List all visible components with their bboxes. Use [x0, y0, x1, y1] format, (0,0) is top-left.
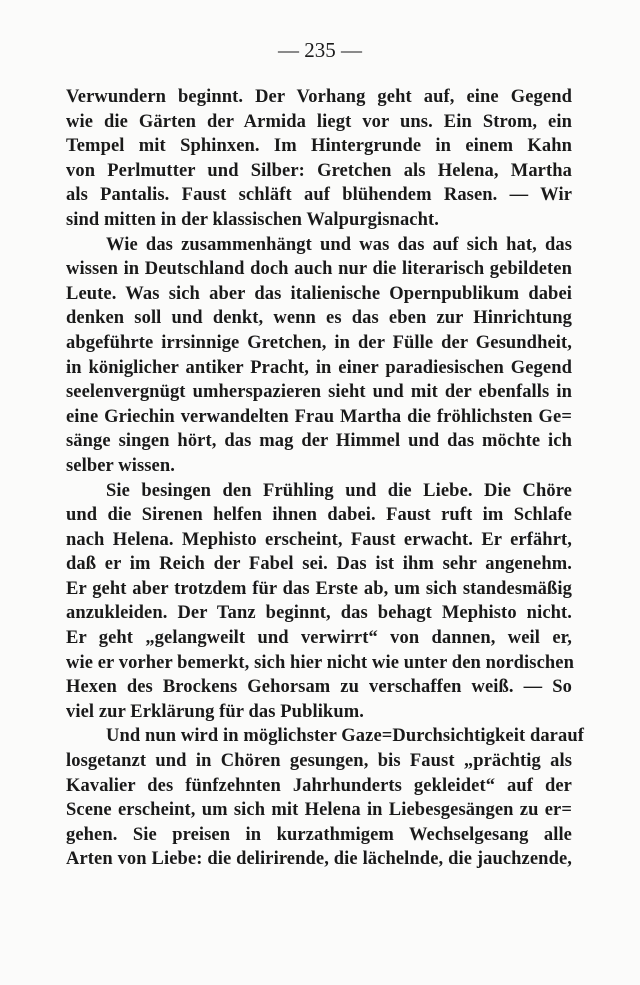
- text-line: daß er im Reich der Fabel sei. Das ist ihm sehr angenehm.: [66, 554, 572, 575]
- text-line: denken soll und denkt, wenn es das eben zur Hinrichtung: [66, 308, 572, 329]
- text-line: Er geht „gelangweilt und verwirrt“ von dannen, weil er,: [66, 628, 572, 649]
- text-line: von Perlmutter und Silber: Gretchen als Helena, Martha: [66, 160, 572, 181]
- body-text: [66, 85, 584, 872]
- text-line: viel zur Erklärung für das Publikum.: [66, 701, 364, 722]
- text-line: wie er vorher bemerkt, sich hier nicht wie unter den nordischen: [66, 652, 574, 673]
- text-line: losgetanzt und in Chören gesungen, bis Faust „prächtig als: [66, 751, 572, 772]
- text-line: selber wissen.: [66, 455, 175, 476]
- text-line: wissen in Deutschland doch auch nur die literarisch gebildeten: [66, 259, 572, 280]
- text-line: Scene erscheint, um sich mit Helena in Liebesgesängen zu er=: [66, 800, 572, 821]
- text-line: in königlicher antiker Pracht, in einer paradiesischen Gegend: [66, 357, 572, 378]
- text-line: und die Sirenen helfen ihnen dabei. Faust ruft im Schlafe: [66, 505, 572, 526]
- text-line: gehen. Sie preisen in kurzathmigem Wechselgesang alle: [66, 824, 572, 845]
- text-line: Sie besingen den Frühling und die Liebe. Die Chöre: [106, 480, 572, 501]
- text-line: anzukleiden. Der Tanz beginnt, das behagt Mephisto nicht.: [66, 603, 572, 624]
- text-line: sind mitten in der klassischen Walpurgisnacht.: [66, 209, 439, 230]
- text-line: abgeführte irrsinnige Gretchen, in der Fülle der Gesundheit,: [66, 332, 572, 353]
- text-line: sänge singen hört, das mag der Himmel und das möchte ich: [66, 431, 572, 452]
- text-line: Hexen des Brockens Gehorsam zu verschaffen weiß. — So: [66, 677, 572, 698]
- text-line: nach Helena. Mephisto erscheint, Faust erwacht. Er erfährt,: [66, 529, 572, 550]
- text-line: Und nun wird in möglichster Gaze=Durchsichtigkeit darauf: [106, 726, 584, 747]
- text-line: Arten von Liebe: die delirirende, die lächelnde, die jauchzende,: [66, 849, 572, 870]
- text-line: Leute. Was sich aber das italienische Opernpublikum dabei: [66, 283, 572, 304]
- text-line: Verwundern beginnt. Der Vorhang geht auf, eine Gegend: [66, 87, 572, 107]
- text-line: wie die Gärten der Armida liegt vor uns. Ein Strom, ein: [66, 111, 572, 132]
- page-number: — 235 —: [278, 38, 362, 62]
- text-line: eine Griechin verwandelten Frau Martha die fröhlichsten Ge=: [66, 406, 572, 427]
- text-line: Tempel mit Sphinxen. Im Hintergrunde in einem Kahn: [66, 136, 572, 157]
- text-line: Kavalier des fünfzehnten Jahrhunderts gekleidet“ auf der: [66, 775, 572, 796]
- text-line: seelenvergnügt umherspazieren sieht und mit der ebenfalls in: [66, 382, 572, 403]
- text-line: Wie das zusammenhängt und was das auf sich hat, das: [106, 234, 572, 255]
- text-line: Er geht aber trotzdem für das Erste ab, um sich standesmäßig: [66, 578, 572, 599]
- text-line: als Pantalis. Faust schläft auf blühendem Rasen. — Wir: [66, 185, 572, 206]
